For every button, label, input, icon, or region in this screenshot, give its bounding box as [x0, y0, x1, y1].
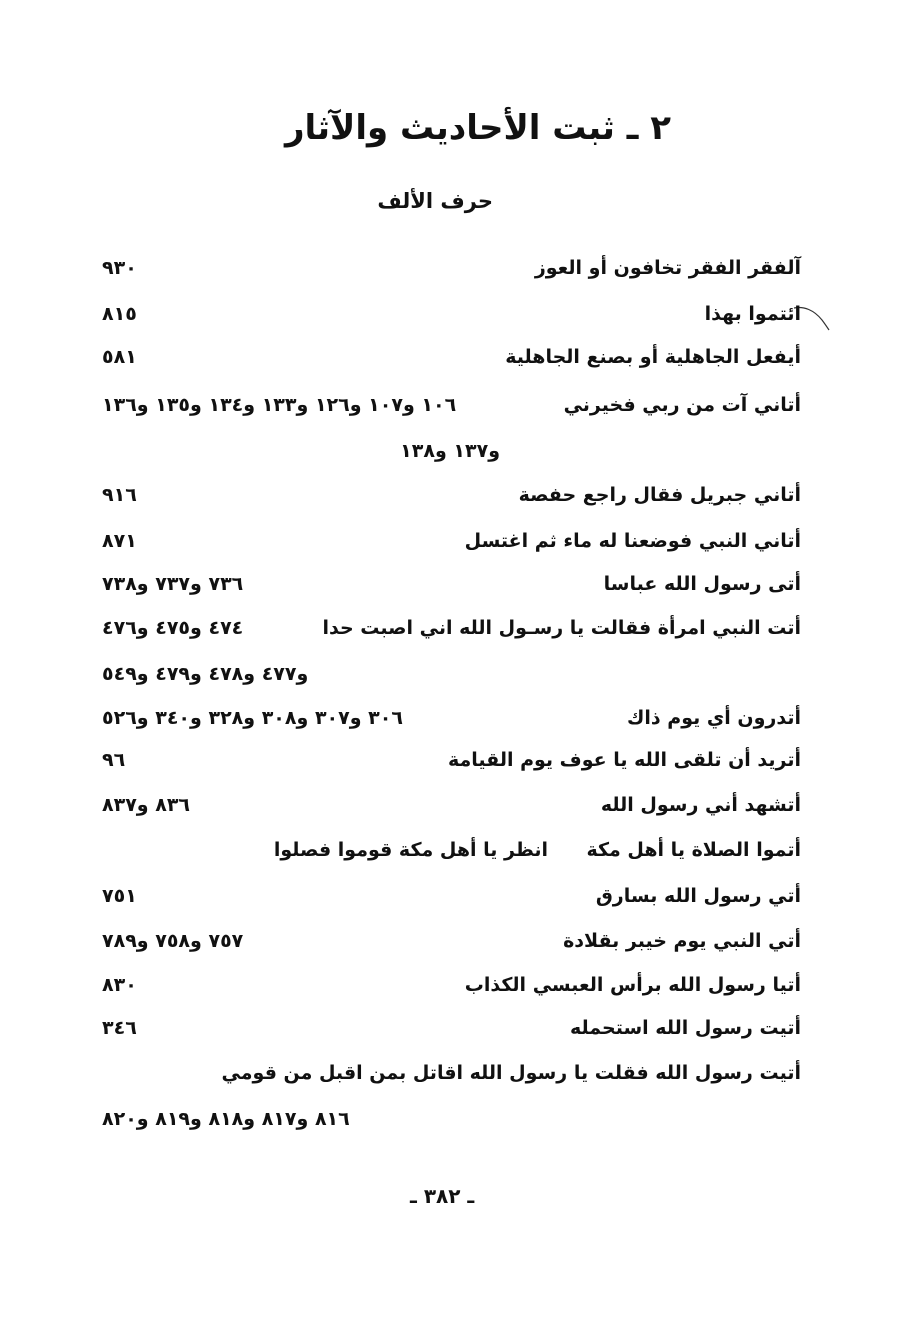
list-item: [0, 1058, 918, 1102]
list-item: [0, 390, 918, 434]
page-number: ـ ٣٨٢ ـ: [410, 1184, 475, 1208]
hadith-refs-continued: ٨١٦ و٨١٧ و٨١٨ و٨١٩ و٨٢٠: [102, 1108, 350, 1130]
list-item: [0, 790, 918, 834]
hadith-refs: ٨٣٦ و٨٣٧: [102, 794, 191, 816]
list-item: [0, 703, 918, 747]
hadith-refs: ٩٦: [102, 749, 126, 771]
hadith-text: أتى رسول الله عباسا: [603, 573, 801, 595]
hadith-refs: ٧٣٦ و٧٣٧ و٧٣٨: [102, 573, 244, 595]
hadith-text: أتشهد أني رسول الله: [600, 794, 801, 816]
hadith-refs: ٤٧٤ و٤٧٥ و٤٧٦: [102, 617, 244, 639]
list-item: [0, 436, 918, 480]
hadith-text: أتاني آت من ربي فخيرني: [563, 394, 801, 416]
hadith-cross-reference: انظر يا أهل مكة قوموا فصلوا: [273, 839, 548, 861]
hadith-refs: ٧٥١: [102, 885, 137, 907]
hadith-refs-continued: و٤٧٧ و٤٧٨ و٤٧٩ و٥٤٩: [102, 663, 309, 685]
list-item: [0, 835, 918, 879]
hadith-text: أتيا رسول الله برأس العبسي الكذاب: [464, 974, 801, 996]
hadith-refs-continued: و١٣٧ و١٣٨: [400, 440, 500, 462]
list-item: [0, 342, 918, 386]
list-item: [0, 659, 918, 703]
list-item: [0, 480, 918, 524]
hadith-text: أيفعل الجاهلية أو بصنع الجاهلية: [505, 346, 801, 368]
hadith-text: أتيت رسول الله استحمله: [570, 1017, 801, 1039]
hadith-text: أتاني النبي فوضعنا له ماء ثم اغتسل: [464, 530, 801, 552]
list-item: [0, 569, 918, 613]
list-item: [0, 613, 918, 657]
list-item: [0, 970, 918, 1014]
list-item: [0, 881, 918, 925]
page-title: ٢ ـ ثبت الأحاديث والآثار: [284, 108, 671, 148]
hadith-text: أتدرون أي يوم ذاك: [626, 707, 801, 729]
hadith-refs: ٥٨١: [102, 346, 137, 368]
hadith-refs: ٨١٥: [102, 303, 137, 325]
hadith-text: أتت النبي امرأة فقالت يا رسـول الله اني اصبت حدا: [322, 617, 801, 639]
hadith-text: أتاني جبريل فقال راجع حفصة: [518, 484, 801, 506]
hadith-refs: ٨٧١: [102, 530, 137, 552]
hadith-refs: ٩١٦: [102, 484, 137, 506]
hadith-text: ائتموا بهذا: [704, 303, 801, 325]
hadith-text: أتي رسول الله بسارق: [595, 885, 801, 907]
list-item: [0, 1013, 918, 1057]
list-item: [0, 299, 918, 343]
hadith-refs: ٣٠٦ و٣٠٧ و٣٠٨ و٣٢٨ و٣٤٠ و٥٢٦: [102, 707, 403, 729]
hadith-text: أتيت رسول الله فقلت يا رسول الله اقاتل بمن اقبل من قومي: [221, 1062, 801, 1084]
section-heading: حرف الألف: [377, 189, 493, 213]
hadith-text: أتموا الصلاة يا أهل مكة: [586, 839, 801, 861]
list-item: [0, 253, 918, 297]
list-item: [0, 1104, 918, 1148]
hadith-refs: ٧٥٧ و٧٥٨ و٧٨٩: [102, 930, 244, 952]
list-item: [0, 926, 918, 970]
hadith-text: أتي النبي يوم خيبر بقلادة: [563, 930, 801, 952]
hadith-text: أتريد أن تلقى الله يا عوف يوم القيامة: [447, 749, 801, 771]
hadith-text: آلفقر الفقر تخافون أو العوز: [534, 257, 801, 279]
list-item: [0, 526, 918, 570]
hadith-refs: ٣٤٦: [102, 1017, 137, 1039]
hadith-refs: ٩٣٠: [102, 257, 137, 279]
hadith-refs: ٨٣٠: [102, 974, 137, 996]
list-item: [0, 745, 918, 789]
hadith-refs: ١٠٦ و١٠٧ و١٢٦ و١٣٣ و١٣٤ و١٣٥ و١٣٦: [102, 394, 457, 416]
